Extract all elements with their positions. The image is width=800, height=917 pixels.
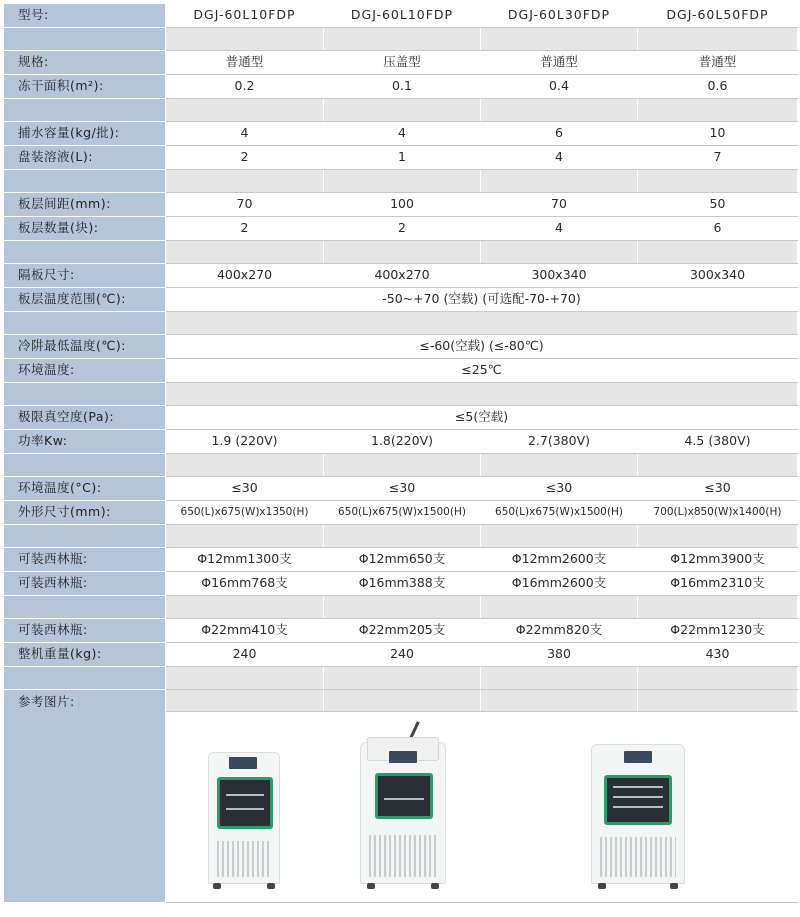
- power-value: 4.5 (380V): [638, 430, 798, 454]
- plate-value: 300x340: [481, 264, 638, 288]
- area-value: 0.4: [481, 75, 638, 99]
- tray-value: 7: [638, 146, 798, 170]
- dimensions-value: 650(L)x675(W)x1500(H): [324, 501, 481, 525]
- caster-wheel: [598, 883, 606, 889]
- shelves-value: 4: [481, 217, 638, 241]
- vial16-value: Φ16mm388支: [324, 572, 481, 596]
- product-image-cell: [324, 712, 481, 903]
- vial22-value: Φ22mm820支: [481, 619, 638, 643]
- weight-value: 240: [324, 643, 481, 667]
- spacing-row: [4, 193, 798, 217]
- vial16-label: 可装西林瓶:: [4, 572, 166, 596]
- chamber-window: [375, 773, 433, 819]
- ambient-label: 环境温度:: [4, 359, 166, 383]
- gap-row: [4, 99, 798, 122]
- power-value: 1.8(220V): [324, 430, 481, 454]
- freeze-dryer-image: [208, 752, 280, 884]
- freeze-dryer-image: [360, 742, 446, 884]
- shelf-temp-value: -50~+70 (空载) (可选配-70-+70): [166, 288, 798, 312]
- vial16-value: Φ16mm768支: [166, 572, 324, 596]
- gap-row: [4, 596, 798, 619]
- ambient2-label: 环境温度(°C):: [4, 477, 166, 501]
- shelves-value: 2: [166, 217, 324, 241]
- vial16-value: Φ16mm2310支: [638, 572, 798, 596]
- gap-row: [4, 667, 798, 690]
- control-screen: [624, 751, 652, 763]
- dimensions-row: [4, 501, 798, 525]
- control-screen: [229, 757, 257, 769]
- area-row: [4, 75, 798, 99]
- model-2: DGJ-60L10FDP: [324, 4, 481, 28]
- tray-label: 盘装溶液(L):: [4, 146, 166, 170]
- capacity-value: 10: [638, 122, 798, 146]
- weight-value: 430: [638, 643, 798, 667]
- vial22-value: Φ22mm205支: [324, 619, 481, 643]
- dimensions-label: 外形尺寸(mm):: [4, 501, 166, 525]
- shelves-value: 2: [324, 217, 481, 241]
- spacing-value: 100: [324, 193, 481, 217]
- ambient2-value: ≤30: [481, 477, 638, 501]
- capacity-label: 捕水容量(kg/批):: [4, 122, 166, 146]
- model-row: [4, 4, 798, 28]
- tray-value: 4: [481, 146, 638, 170]
- spec-value: 普通型: [166, 51, 324, 75]
- vent-grille: [217, 841, 271, 877]
- model-3: DGJ-60L30FDP: [481, 4, 638, 28]
- gap-row: [4, 170, 798, 193]
- weight-row: [4, 643, 798, 667]
- gap-row: [4, 241, 798, 264]
- tray-row: [4, 146, 798, 170]
- model-4: DGJ-60L50FDP: [638, 4, 798, 28]
- caster-wheel: [431, 883, 439, 889]
- vent-grille: [369, 835, 437, 877]
- chamber-window: [604, 775, 672, 825]
- capacity-value: 6: [481, 122, 638, 146]
- spec-label: 规格:: [4, 51, 166, 75]
- vial16-value: Φ16mm2600支: [481, 572, 638, 596]
- weight-value: 240: [166, 643, 324, 667]
- vial16-row: [4, 572, 798, 596]
- vacuum-row: [4, 406, 798, 430]
- chamber-window: [217, 777, 273, 829]
- spec-value: 压盖型: [324, 51, 481, 75]
- shelves-row: [4, 217, 798, 241]
- plate-value: 400x270: [166, 264, 324, 288]
- vent-grille: [600, 837, 676, 877]
- power-value: 1.9 (220V): [166, 430, 324, 454]
- weight-label: 整机重量(kg):: [4, 643, 166, 667]
- shelf-temp-label: 板层温度范围(℃):: [4, 288, 166, 312]
- gap-row: [4, 454, 798, 477]
- cold-trap-row: [4, 335, 798, 359]
- ambient2-row: [4, 477, 798, 501]
- plate-value: 300x340: [638, 264, 798, 288]
- tray-value: 1: [324, 146, 481, 170]
- ambient-row: [4, 359, 798, 383]
- ambient-value: ≤25℃: [166, 359, 798, 383]
- vial22-row: [4, 619, 798, 643]
- gap-row: [4, 28, 798, 51]
- gap-row: [4, 525, 798, 548]
- gap-row: [4, 312, 798, 335]
- product-image-cell: [166, 712, 324, 903]
- tray-value: 2: [166, 146, 324, 170]
- shelf-temp-row: [4, 288, 798, 312]
- power-label: 功率Kw:: [4, 430, 166, 454]
- vial12-value: Φ12mm2600支: [481, 548, 638, 572]
- ambient2-value: ≤30: [638, 477, 798, 501]
- images-label: 参考图片:: [4, 690, 166, 903]
- dimensions-value: 700(L)x850(W)x1400(H): [638, 501, 798, 525]
- images-header-row: [4, 690, 798, 712]
- capacity-value: 4: [166, 122, 324, 146]
- freeze-dryer-image: [591, 744, 685, 884]
- vacuum-label: 极限真空度(Pa):: [4, 406, 166, 430]
- dimensions-value: 650(L)x675(W)x1500(H): [481, 501, 638, 525]
- spec-value: 普通型: [638, 51, 798, 75]
- weight-value: 380: [481, 643, 638, 667]
- spacing-value: 50: [638, 193, 798, 217]
- spacing-label: 板层间距(mm):: [4, 193, 166, 217]
- capacity-value: 4: [324, 122, 481, 146]
- spec-row: [4, 51, 798, 75]
- spec-table: [3, 3, 798, 903]
- model-1: DGJ-60L10FDP: [166, 4, 324, 28]
- control-screen: [389, 751, 417, 763]
- caster-wheel: [367, 883, 375, 889]
- vial22-label: 可装西林瓶:: [4, 619, 166, 643]
- area-value: 0.6: [638, 75, 798, 99]
- vial12-value: Φ12mm1300支: [166, 548, 324, 572]
- caster-wheel: [267, 883, 275, 889]
- product-image-cell: [481, 712, 798, 903]
- plate-label: 隔板尺寸:: [4, 264, 166, 288]
- spacing-value: 70: [481, 193, 638, 217]
- vial12-label: 可装西林瓶:: [4, 548, 166, 572]
- vial12-row: [4, 548, 798, 572]
- ambient2-value: ≤30: [166, 477, 324, 501]
- power-value: 2.7(380V): [481, 430, 638, 454]
- spec-value: 普通型: [481, 51, 638, 75]
- vial12-value: Φ12mm650支: [324, 548, 481, 572]
- shelves-label: 板层数量(块):: [4, 217, 166, 241]
- dimensions-value: 650(L)x675(W)x1350(H): [166, 501, 324, 525]
- vial22-value: Φ22mm1230支: [638, 619, 798, 643]
- ambient2-value: ≤30: [324, 477, 481, 501]
- plate-value: 400x270: [324, 264, 481, 288]
- vial12-value: Φ12mm3900支: [638, 548, 798, 572]
- area-label: 冻干面积(m²):: [4, 75, 166, 99]
- caster-wheel: [213, 883, 221, 889]
- spacing-value: 70: [166, 193, 324, 217]
- shelves-value: 6: [638, 217, 798, 241]
- vacuum-value: ≤5(空载): [166, 406, 798, 430]
- cold-trap-value: ≤-60(空载) (≤-80℃): [166, 335, 798, 359]
- cold-trap-label: 冷阱最低温度(℃):: [4, 335, 166, 359]
- vial22-value: Φ22mm410支: [166, 619, 324, 643]
- area-value: 0.2: [166, 75, 324, 99]
- area-value: 0.1: [324, 75, 481, 99]
- power-row: [4, 430, 798, 454]
- capacity-row: [4, 122, 798, 146]
- model-label: 型号:: [4, 4, 166, 28]
- caster-wheel: [670, 883, 678, 889]
- plate-row: [4, 264, 798, 288]
- gap-row: [4, 383, 798, 406]
